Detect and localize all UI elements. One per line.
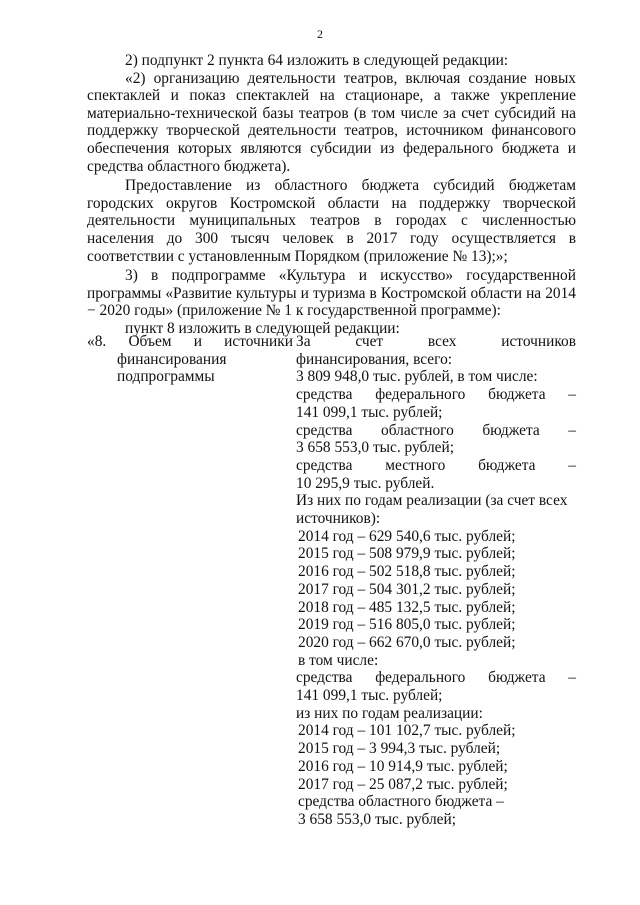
funding-line: Из них по годам реализации (за счет всех [296,492,568,510]
funding-table [87,333,576,829]
funding-year-line: 2017 год – 504 301,2 тыс. рублей; [298,580,516,598]
funding-local-total: 10 295,9 тыс. рублей. [296,474,435,492]
page-number: 2 [317,27,323,41]
funding-line: в том числе: [298,651,379,669]
funding-line: средства федерального бюджета – [296,669,576,687]
funding-regional-total: 3 658 553,0 тыс. рублей; [296,439,455,457]
funding-label-line-2: финансирования [117,350,227,368]
paragraph-subprogram-culture: 3) в подпрограмме «Культура и искусство» государственной программы «Развитие культуры и туризма в Костромской области на 2014 − 2020 годы» (приложение № 1 к государственной программе): [87,267,576,320]
funding-label-cell [87,333,293,829]
funding-year-line: 2015 год – 3 994,3 тыс. рублей; [298,740,501,758]
paragraph-subsidies: Предоставление из областного бюджета субсидий бюджетам городских округов Костромской области на поддержку творческой деятельности муниципальных театров в городах с численностью населения до 300 тысяч человек в 2017 году осуществляется в соответствии с установленным Порядком (приложение № 13);»; [87,177,576,265]
funding-line: средства областного бюджета – [298,793,504,811]
funding-year-line: 2016 год – 10 914,9 тыс. рублей; [298,757,508,775]
funding-year-line: 2017 год – 25 087,2 тыс. рублей; [298,775,508,793]
funding-line: средства областного бюджета – [296,421,576,439]
funding-year-line: 2019 год – 516 805,0 тыс. рублей; [298,616,516,634]
paragraph-subpoint-2: 2) подпункт 2 пункта 64 изложить в следующей редакции: [125,52,509,69]
funding-year-line: 2014 год – 629 540,6 тыс. рублей; [298,527,516,545]
funding-year-line: 2018 год – 485 132,5 тыс. рублей; [298,598,516,616]
funding-federal-total: 141 099,1 тыс. рублей; [296,687,443,705]
funding-table-row [87,333,576,829]
document-body [87,52,576,338]
funding-line: средства местного бюджета – [296,456,576,474]
funding-line: из них по годам реализации: [296,704,483,722]
funding-federal-total: 141 099,1 тыс. рублей; [296,403,443,421]
funding-label-line-3: подпрограммы [117,368,215,386]
paragraph-point-8: пункт 8 изложить в следующей редакции: [125,319,400,337]
funding-year-line: 2014 год – 101 102,7 тыс. рублей; [298,722,516,740]
funding-year-line: 2015 год – 508 979,9 тыс. рублей; [298,545,516,563]
paragraph-theatres-organization: «2) организацию деятельности театров, включая создание новых спектаклей и показ спектаклей на стационаре, а также укрепление материально-технической базы театров (в том числе за счет субсидий на поддержку творческой деятельности театров, источником финансового обеспечения которых являются субсидии из федерального бюджета и средства областного бюджета). [87,69,576,175]
funding-regional-total: 3 658 553,0 тыс. рублей; [298,810,457,828]
funding-total: 3 809 948,0 тыс. рублей, в том числе: [296,368,538,386]
funding-line: За счет всех источников [296,333,576,350]
funding-year-line: 2020 год – 662 670,0 тыс. рублей; [298,633,516,651]
funding-value-cell [296,333,576,829]
funding-label-line-1: «8. Объем и источники [87,333,293,350]
funding-line: источников): [296,510,381,528]
funding-year-line: 2016 год – 502 518,8 тыс. рублей; [298,563,516,581]
funding-line: средства федерального бюджета – [296,386,576,404]
funding-line: финансирования, всего: [296,350,453,368]
